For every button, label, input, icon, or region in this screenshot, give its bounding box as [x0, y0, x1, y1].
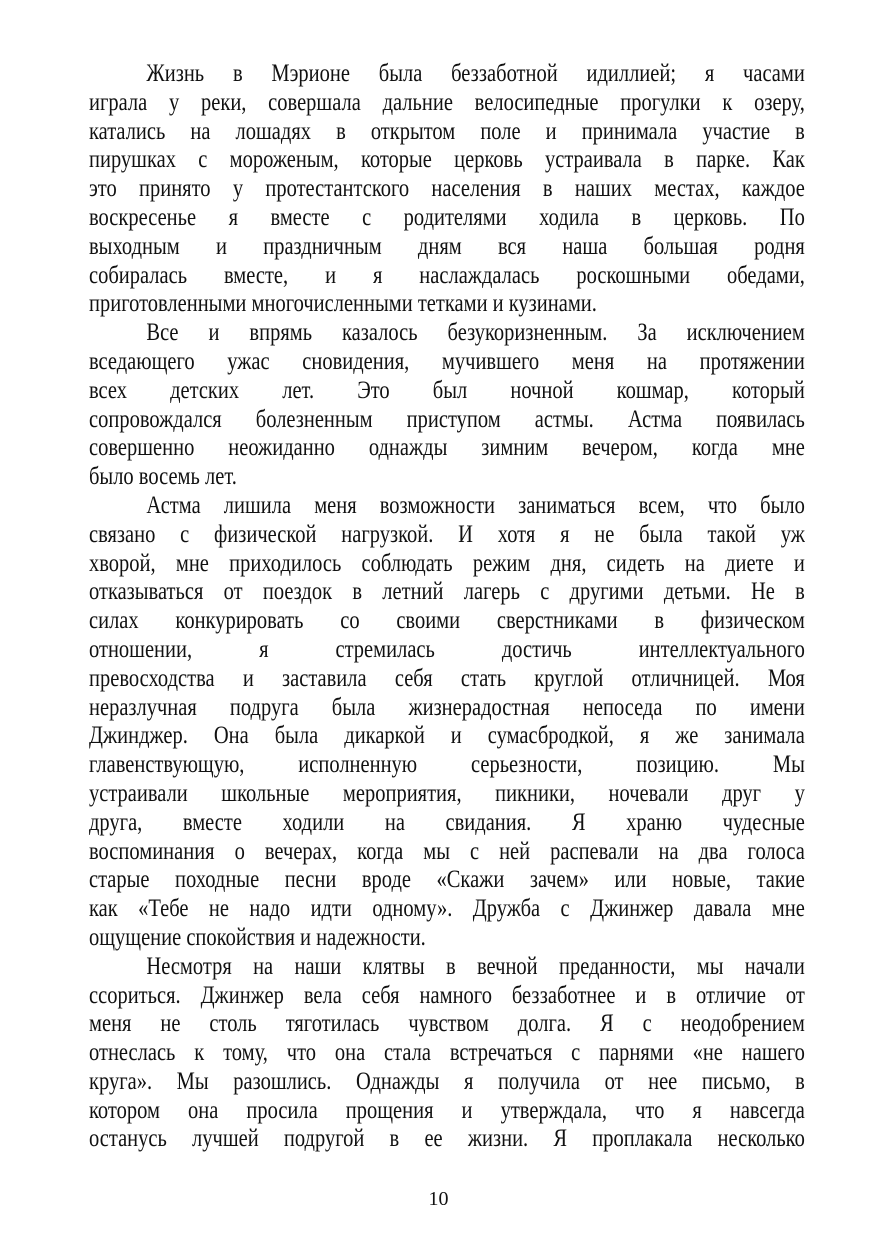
text-line: отказываться от поездок в летний лагерь с другими детьми. Не в [89, 578, 805, 606]
text-line: отношении, я стремилась достичь интеллектуального [89, 635, 805, 663]
text-line: приготовленными многочисленными тетками и кузинами. [89, 290, 597, 318]
text-line: превосходства и заставила себя стать круглой отличницей. Моя [89, 664, 805, 692]
text-line: выходным и праздничным дням вся наша большая родня [89, 232, 805, 260]
text-line: хворой, мне приходилось соблюдать режим дня, сидеть на диете и [89, 549, 805, 577]
text-line: ссориться. Джинжер вела себя намного беззаботнее и в отличие от [89, 981, 805, 1009]
text-line: катались на лошадях в открытом поле и принимала участие в [89, 117, 805, 145]
text-line: котором она просила прощения и утверждала, что я навсегда [89, 1096, 805, 1124]
text-line: круга». Мы разошлись. Однажды я получила от нее письмо, в [89, 1067, 805, 1095]
text-line: воскресенье я вместе с родителями ходила в церковь. По [89, 203, 805, 231]
text-line: меня не столь тяготилась чувством долга. Я с неодобрением [89, 1010, 805, 1038]
text-line: друга, вместе ходили на свидания. Я храню чудесные [89, 808, 805, 836]
text-line: совершенно неожиданно однажды зимним вечером, когда мне [89, 434, 805, 462]
text-line: как «Тебе не надо идти одному». Дружба с Джинжер давала мне [89, 895, 805, 923]
text-line: отнеслась к тому, что она стала встречаться с парнями «не нашего [89, 1039, 805, 1067]
text-line: Астма лишила меня возможности заниматься всем, что было [146, 491, 805, 519]
text-line: было восемь лет. [89, 463, 237, 491]
text-line: Жизнь в Мэрионе была беззаботной идиллией; я часами [146, 60, 805, 87]
text-line: связано с физической нагрузкой. И хотя я не была такой уж [89, 520, 805, 548]
paragraph [89, 492, 805, 953]
page-number: 10 [428, 1188, 449, 1210]
text-line: Джинджер. Она была дикаркой и сумасбродкой, я же занимала [89, 722, 805, 750]
text-line: главенствующую, исполненную серьезности, позицию. Мы [89, 751, 805, 779]
text-line: вседающего ужас сновидения, мучившего меня на протяжении [89, 347, 805, 375]
text-line: воспоминания о вечерах, когда мы с ней распевали на два голоса [89, 837, 805, 865]
text-line: Несмотря на наши клятвы в вечной преданности, мы начали [146, 952, 805, 980]
text-line: это принято у протестантского населения в наших местах, каждое [89, 175, 805, 203]
text-line: останусь лучшей подругой в ее жизни. Я проплакала несколько [89, 1125, 805, 1153]
text-line: старые походные песни вроде «Скажи зачем» или новые, такие [89, 866, 805, 894]
text-line: собиралась вместе, и я наслаждалась роскошными обедами, [89, 261, 805, 289]
text-line: устраивали школьные мероприятия, пикники, ночевали друг у [89, 779, 805, 807]
text-line: пирушках с мороженым, которые церковь устраивала в парке. Как [89, 146, 805, 174]
text-line: ощущение спокойствия и надежности. [89, 923, 426, 951]
text-line: неразлучная подруга была жизнерадостная непоседа по имени [89, 693, 805, 721]
paragraph [89, 319, 805, 492]
text-line: сопровождался болезненным приступом астмы. Астма появилась [89, 405, 805, 433]
text-line: всех детских лет. Это был ночной кошмар, который [89, 376, 805, 404]
text-line: силах конкурировать со своими сверстниками в физическом [89, 607, 805, 635]
text-line: Все и впрямь казалось безукоризненным. За исключением [146, 319, 805, 347]
paragraph [89, 953, 805, 1155]
text-line: играла у реки, совершала дальние велосипедные прогулки к озеру, [89, 88, 805, 116]
paragraph [89, 60, 805, 319]
body-text [89, 60, 805, 1154]
